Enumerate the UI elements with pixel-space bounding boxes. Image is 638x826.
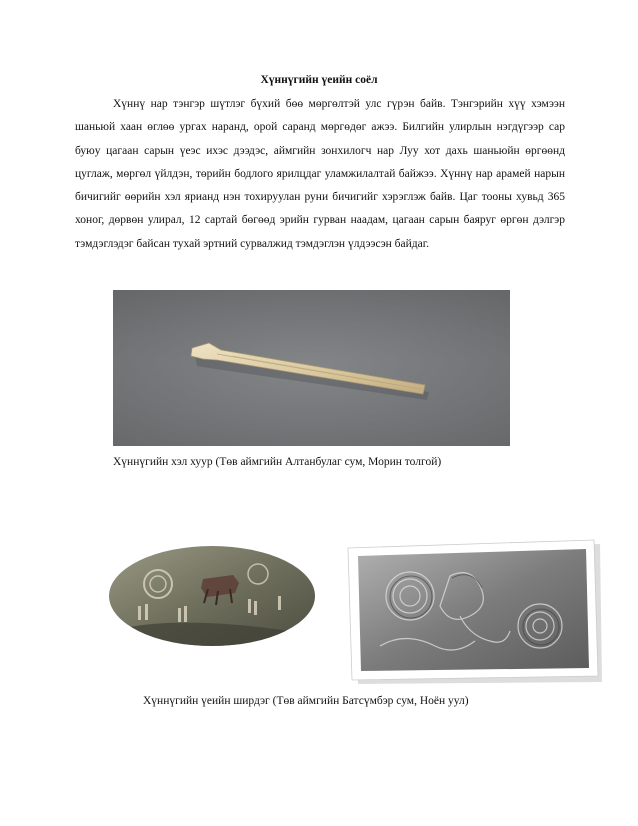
jaw-harp-photo [113, 290, 510, 446]
figure-caption-1: Хүннүгийн хэл хуур (Төв аймгийн Алтанбулаг сум, Морин толгой) [113, 456, 442, 468]
rock-carving-image [108, 544, 316, 649]
jaw-harp-image [113, 290, 510, 446]
embroidered-felt-image [340, 536, 602, 686]
rock-carving-photo [108, 544, 316, 649]
body-paragraph: Хүннү нар тэнгэр шүтлэг бүхий бөө мөргөлтэй улс гүрэн байв. Тэнгэрийн хүү хэмээн шаньюй хаан өглөө ургах наранд, орой саранд мөргөдөг ажээ. Билгийн улирлын нэгдүгээр сар буюу цагаан сарын үеэс ихэс дээдэс, аймгийн зонхилогч нар Луу хот дахь шаньюйн өргөөнд цуглаж, мөргөл үйлдэн, төрийн бодлого ярилцдаг уламжилалтай байжээ. Хүннү нар арамей нарын бичигийг өөрийн хэл ярианд нэн тохируулан руни бичигийг хэрэглэж байв. Цаг тооны хувьд 365 хоног, дөрвөн улирал, 12 сартай бөгөөд эрийн гурван наадам, цагаан сарын баяруг өргөн дэлгэр тэмдэглэдэг байсан тухай эртний сурвалжид тэмдэглэн үлдээсэн байдаг. [75, 98, 565, 250]
embroidered-felt-photo [340, 536, 602, 686]
page-title: Хүннүгийн үеийн соёл [260, 74, 378, 86]
figure-caption-2: Хүннүгийн үеийн ширдэг (Төв аймгийн Батсүмбэр сум, Ноён уул) [143, 695, 469, 707]
